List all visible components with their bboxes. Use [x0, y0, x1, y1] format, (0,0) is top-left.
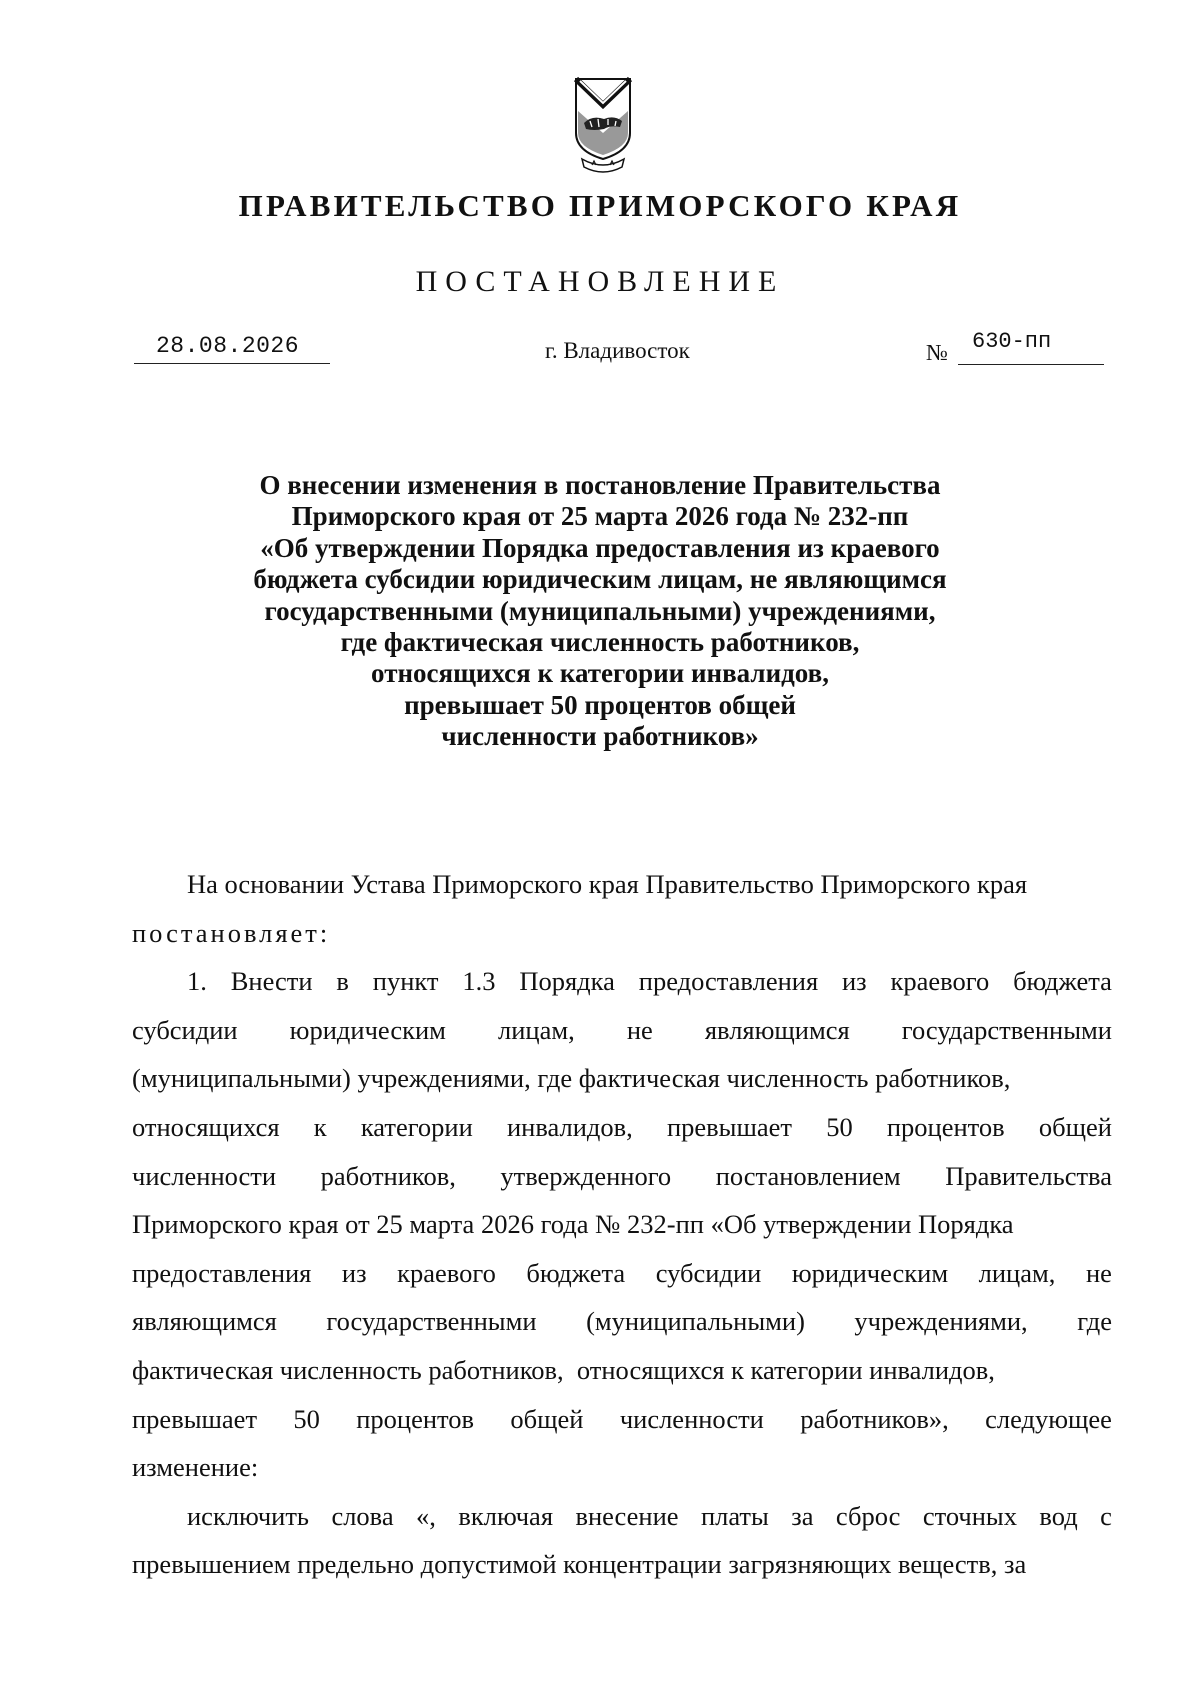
word: не: [626, 1014, 653, 1045]
word: из: [842, 966, 867, 997]
document-type: ПОСТАНОВЛЕНИЕ: [415, 265, 785, 298]
word: лицам,: [497, 1014, 575, 1045]
word: вод: [1039, 1500, 1078, 1531]
body-line: превышением предельно допустимой концентрации загрязняющих веществ, за: [132, 1549, 1027, 1580]
word: 1.3: [462, 966, 496, 997]
word: государственными: [326, 1306, 537, 1337]
word: где: [1077, 1306, 1112, 1337]
word: 50: [826, 1111, 853, 1142]
word: являющимся: [704, 1014, 850, 1045]
body-line: [132, 1152, 1112, 1201]
city: г. Владивосток: [545, 338, 690, 363]
body-line: (муниципальными) учреждениями, где фактическая численность работников,: [132, 1063, 1011, 1094]
document-body: [132, 860, 1112, 1589]
word: следующее: [985, 1403, 1112, 1434]
heading-line: «Об утверждении Порядка предоставления из краевого: [260, 532, 940, 563]
body-line: [132, 1395, 1112, 1444]
word: категории: [360, 1111, 473, 1142]
body-line: [132, 1006, 1112, 1055]
word: платы: [700, 1500, 769, 1531]
word: пункт: [372, 966, 439, 997]
word: «,: [416, 1500, 436, 1531]
body-line: [132, 957, 1112, 1006]
date-field: [134, 333, 330, 364]
word: Порядка: [519, 966, 615, 997]
word: постановлением: [715, 1160, 901, 1191]
word: Внести: [230, 966, 313, 997]
word: краевого: [397, 1257, 496, 1288]
coat-of-arms-icon: [570, 75, 636, 181]
heading-line: где фактическая численность работников,: [340, 627, 860, 658]
word: бюджета: [526, 1257, 626, 1288]
body-line: [132, 1103, 1112, 1152]
word: юридическим: [791, 1257, 949, 1288]
word: исключить: [187, 1500, 310, 1531]
word: предоставления: [132, 1257, 312, 1288]
word: процентов: [886, 1111, 1005, 1142]
word: бюджета: [1013, 966, 1112, 997]
body-line: изменение:: [132, 1452, 259, 1483]
word: внесение: [575, 1500, 679, 1531]
word: в: [336, 966, 349, 997]
word: численности: [132, 1160, 277, 1191]
word: процентов: [356, 1403, 475, 1434]
word: из: [341, 1257, 367, 1288]
word: 1.: [187, 966, 207, 997]
document-number: 630-пп: [972, 329, 1052, 354]
heading-line: О внесении изменения в постановление Правительства: [259, 470, 941, 500]
word: общей: [510, 1403, 584, 1434]
word: лицам,: [978, 1257, 1056, 1288]
word: краевого: [890, 966, 990, 997]
heading-line: бюджета субсидии юридическим лицам, не являющимся: [253, 564, 947, 595]
word: включая: [458, 1500, 554, 1531]
document-date: 28.08.2026: [156, 333, 300, 359]
word: сточных: [922, 1500, 1017, 1531]
body-line: фактическая численность работников, относящихся к категории инвалидов,: [132, 1354, 995, 1385]
heading-line: Приморского края от 25 марта 2026 года № 232-пп: [291, 501, 909, 532]
word: утвержденного: [500, 1160, 672, 1191]
body-line: На основании Устава Приморского края Правительство Приморского края: [187, 869, 1028, 899]
word: учреждениями,: [854, 1306, 1028, 1337]
body-line: [132, 1249, 1112, 1298]
word: субсидии: [655, 1257, 762, 1288]
heading-line: превышает 50 процентов общей: [404, 689, 796, 720]
heading-line: относящихся к категории инвалидов,: [371, 658, 829, 689]
body-line: [132, 1492, 1112, 1541]
heading-line: численности работников»: [441, 721, 759, 752]
word: работников,: [320, 1160, 456, 1191]
word: предоставления: [638, 966, 819, 997]
word: с: [1100, 1500, 1112, 1531]
word: юридическим: [289, 1014, 446, 1045]
word: сброс: [835, 1500, 901, 1531]
word: Правительства: [945, 1160, 1112, 1191]
word: за: [791, 1500, 814, 1531]
word: превышает: [132, 1403, 258, 1434]
body-line: Приморского края от 25 марта 2026 года № 232-пп «Об утверждении Порядка: [132, 1209, 1014, 1240]
word: слова: [331, 1500, 394, 1531]
word: к: [313, 1111, 327, 1142]
word: государственными: [901, 1014, 1112, 1045]
word: (муниципальными): [586, 1306, 805, 1337]
word: 50: [293, 1403, 320, 1434]
number-sign: №: [926, 340, 948, 365]
word: численности: [619, 1403, 764, 1434]
organization-title: ПРАВИТЕЛЬСТВО ПРИМОРСКОГО КРАЯ: [238, 188, 962, 223]
body-line: [132, 1297, 1112, 1346]
heading-line: государственными (муниципальными) учреждениями,: [264, 595, 936, 626]
body-line: постановляет:: [132, 917, 331, 948]
word: работников»,: [800, 1403, 949, 1434]
word: относящихся: [132, 1111, 280, 1142]
word: не: [1085, 1257, 1112, 1288]
word: субсидии: [132, 1014, 238, 1045]
word: общей: [1038, 1111, 1112, 1142]
word: инвалидов,: [506, 1111, 633, 1142]
number-field: [958, 329, 1104, 365]
word: превышает: [666, 1111, 792, 1142]
document-heading: [0, 470, 1200, 753]
word: являющимся: [132, 1306, 277, 1337]
